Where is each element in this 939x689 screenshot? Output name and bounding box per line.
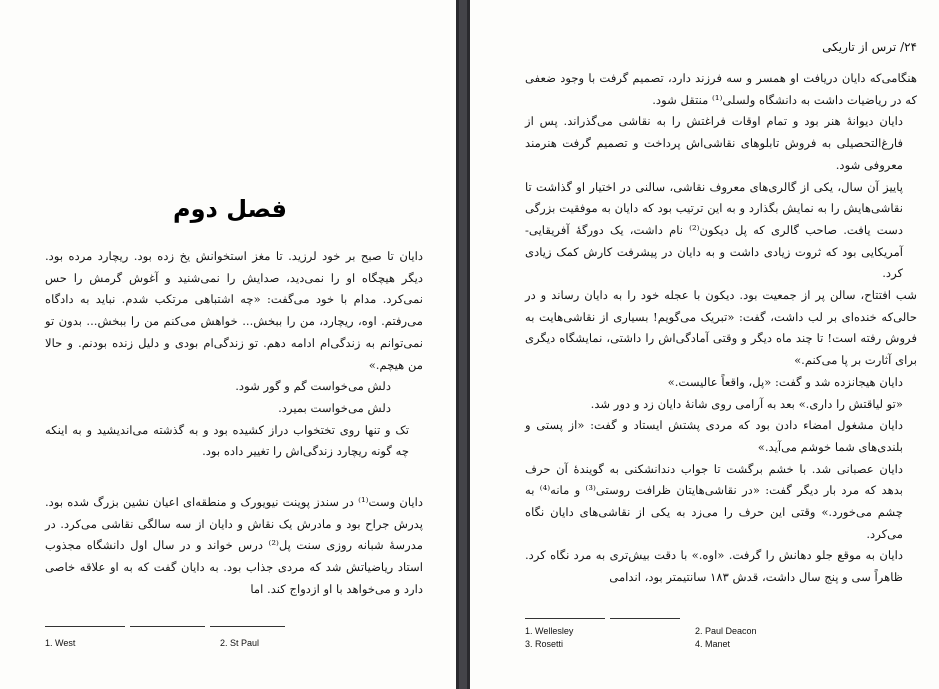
- footnote: 2. St Paul: [220, 638, 260, 648]
- left-page: [0, 0, 456, 689]
- footnote-divider: [525, 618, 605, 619]
- footnote: 2. Paul Deacon: [695, 626, 757, 636]
- footnotes: [45, 638, 425, 648]
- left-body-section-2: [45, 492, 423, 601]
- right-body: [525, 68, 917, 589]
- footnote-divider: [210, 626, 285, 627]
- footnote: 1. Wellesley: [525, 626, 574, 636]
- paragraph: دلش می‌خواست گم و گور شود.: [235, 379, 391, 394]
- running-head: ۲۴/ ترس از تاریکی: [822, 40, 917, 54]
- paragraph: تک و تنها روی تختخواب دراز کشیده بود و به گذشته می‌اندیشید و به اینکه چه گونه ریچارد زندگی‌اش را تغییر داده بود.: [45, 422, 409, 459]
- footnote: 1. West: [45, 638, 76, 648]
- paragraph: دایان تا صبح بر خود لرزید. تا مغز استخوانش یخ زده بود. ریچارد مرده بود. دیگر هیچگاه او را نمی‌دید، صدایش را نمی‌شنید و آغوش گرمش را حس نمی‌کرد. مدام با خود می‌گفت: «چه اشتباهی مرتکب شدم. نباید به دادگاه می‌رفتم. اوه، ریچارد، من را ببخش... خواهش می‌کنم من را ببخش... بدون تو نمی‌توانم به زندگی‌ام ادامه دهم. تو زندگی‌ام بودی و دلیل زنده بودنم. و حالا من هیچم.»: [45, 249, 423, 372]
- paragraph: دلش می‌خواست بمیرد.: [278, 400, 391, 415]
- paragraph: دایان عصبانی شد. با خشم برگشت تا جواب دندانشکنی به گویندهٔ آن حرف بدهد که مرد بار دیگر گفت: «در نقاشی‌هایتان ظرافت روستی⁽³⁾ و مانه⁽⁴⁾ به چشم می‌خورد.» وقتی این حرف را می‌زد به یکی از نقاشی‌های دایان نگاه می‌کرد.: [525, 461, 904, 541]
- footnote: 3. Rosetti: [525, 639, 564, 649]
- left-body-section-1: [45, 246, 423, 463]
- paragraph: دایان وست⁽¹⁾ در سندز پوینت نیویورک و منطقه‌ای اعیان نشین بزرگ شده بود. پدرش جراح بود و مادرش یک نقاش و دایان از سه سالگی نقاشی می‌کرد. در مدرسهٔ شبانه روزی سنت پل⁽²⁾ درس خواند و در سال اول دانشگاه مجذوب استاد ریاضیاتش شد که مردی جذاب بود. به دایان گفت که به او علاقه خاصی دارد و می‌خواهد با او ازدواج کند. اما: [45, 495, 424, 596]
- footnote-divider: [45, 626, 125, 627]
- chapter-title: فصل دوم: [173, 195, 287, 223]
- paragraph: هنگامی‌که دایان دریافت او همسر و سه فرزند دارد، تصمیم گرفت با وجود ضعفی که در ریاضیات داشت به دانشگاه ولسلی⁽¹⁾ منتقل شود.: [525, 71, 917, 107]
- paragraph: دایان دیوانهٔ هنر بود و تمام اوقات فراغتش را به نقاشی می‌گذراند. پس از فارغ‌التحصیلی به فروش تابلوهای نقاشی‌اش پرداخت و تصمیم گرفت هنرمند معروفی شود.: [525, 114, 903, 172]
- footnotes: [525, 626, 905, 649]
- paragraph: دایان مشغول امضاء دادن بود که مردی پشتش ایستاد و گفت: «از پستی و بلندی‌های شما خوشم می‌آید.»: [525, 418, 903, 454]
- paragraph: دایان به موقع جلو دهانش را گرفت. «اوه.» با دقت بیش‌تری به مرد نگاه کرد. ظاهراً سی و پنج سال داشت، قدش ۱۸۳ سانتیمتر بود، اندامی: [525, 548, 903, 585]
- paragraph: «تو لیاقتش را داری.» بعد به آرامی روی شانهٔ دایان زد و دور شد.: [590, 396, 903, 411]
- paragraph: شب افتتاح، سالن پر از جمعیت بود. دیکون با عجله خود را به دایان رساند و در حالی‌که خنده‌ای بر لب داشت، گفت: «تبریک می‌گویم! بسیاری از نقاشی‌هایت به فروش رفته است! تا چند ماه دیگر و وقتی آمادگی‌اش را داشتی، نمایشگاه دیگری برای آثارت بر پا می‌کنم.»: [525, 288, 917, 368]
- footnote-divider: [130, 626, 205, 627]
- book-gutter: [456, 0, 470, 689]
- footnote-divider: [610, 618, 680, 619]
- paragraph: دایان هیجانزده شد و گفت: «پل، واقعاً عالیست.»: [667, 374, 903, 389]
- paragraph: پاییز آن سال، یکی از گالری‌های معروف نقاشی، سالنی در اختیار او گذاشت تا نقاشی‌هایش را به نمایش بگذارد و به این ترتیب بود که دایان به موفقیت بزرگی دست یافت. صاحب گالری که پل دیکون⁽²⁾ نام داشت، یک دورگهٔ آفریقایی-آمریکایی بود که ثروت زیادی داشت و به دایان در پیشرفت کارش کمک زیادی کرد.: [525, 179, 903, 281]
- footnote: 4. Manet: [695, 639, 731, 649]
